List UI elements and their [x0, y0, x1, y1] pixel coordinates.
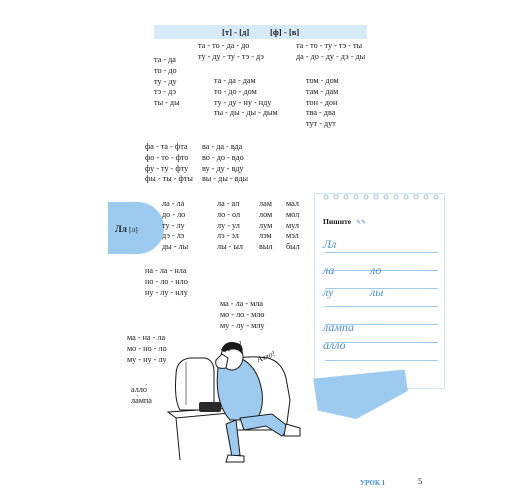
text-line: там - дам [306, 86, 339, 96]
text-line: лэ - эл [217, 231, 239, 241]
notebook-title-text: Пишите [323, 217, 352, 226]
text-line: та - то - да - до [198, 41, 250, 50]
script-la: ла [323, 263, 335, 277]
text-line: ту - ду [154, 76, 177, 86]
script-lu: лу [323, 285, 334, 299]
text-line: ну - лу - нлу [145, 287, 188, 297]
text-line: та - то - ту - тэ - ты [296, 41, 363, 50]
text-line: ма - на - ла [127, 333, 166, 342]
text-line: мол [286, 209, 300, 219]
text-line: выл [259, 242, 273, 252]
text-line: фа - та - фта [145, 142, 188, 151]
letter-l: Лл [115, 224, 127, 234]
text-line: лэм [259, 231, 272, 241]
text-line: фо - то - фто [145, 152, 189, 162]
text-line: на - ла - нла [145, 266, 187, 275]
text-line: ло - ол [217, 209, 241, 219]
text-line: лы - ыл [217, 242, 243, 252]
header-pair-td: [т] - [д] [222, 27, 250, 37]
text-line: лу - ул [217, 220, 240, 230]
text-line: ты - ды - ды - дым [214, 108, 278, 118]
text-line: фы - ты - фты [145, 174, 193, 184]
text-line: том - дом [306, 76, 339, 85]
text-line: во - до - вдо [202, 152, 244, 162]
text-line: до - ло [162, 209, 186, 219]
text-line: ву - ду - вду [202, 163, 244, 173]
notebook-title [323, 217, 366, 228]
word-lampa: ла́мпа [131, 395, 152, 405]
text-line: мо - но - ло [127, 343, 167, 353]
script-line-1: Лл [323, 237, 337, 251]
script-ly: лы [370, 285, 384, 299]
text-line: тут - дут [306, 119, 336, 129]
text-line: та - да - дам [214, 76, 256, 85]
text-line: ту - ду - ту - тэ - дэ [198, 51, 264, 61]
speech-allo-2: Алло! [255, 348, 277, 365]
text-line: мо - ло - мло [220, 309, 265, 319]
text-line: ма - ла - мла [220, 299, 264, 308]
text-line: тэ - дэ [154, 87, 177, 97]
script-lo: ло [370, 263, 382, 277]
text-line: да - до - ду - дэ - ды [296, 51, 366, 61]
text-line: мэл [286, 231, 299, 241]
page-number: 5 [418, 476, 423, 486]
lesson-label: УРОК 1 [360, 479, 386, 487]
text-line: му - ну - лу [127, 354, 167, 364]
speech-allo-1: Алло! [222, 338, 244, 355]
text-line: фу - ту - фту [145, 163, 189, 173]
text-line: то - до [154, 65, 177, 75]
text-line: му - лу - млу [220, 320, 265, 330]
script-lampa: лампа [323, 320, 355, 334]
text-line: мал [286, 199, 299, 208]
text-line: тон - дон [306, 97, 338, 107]
text-line: лам [259, 199, 272, 208]
script-allo: алло [323, 338, 346, 352]
text-line: ва - да - вда [202, 142, 243, 151]
text-line: дэ - лэ [162, 231, 185, 241]
text-line: лум [259, 220, 273, 230]
text-line: ты - ды [154, 98, 180, 108]
text-line: ды - лы [162, 242, 189, 252]
text-line: мул [286, 220, 300, 230]
text-line: лом [259, 209, 273, 219]
text-line: та - да [154, 55, 176, 64]
header-pair-fv: [ф] - [в] [270, 27, 300, 37]
text-line: тва - два [306, 108, 336, 118]
text-line: но - ло - нло [145, 276, 188, 286]
text-line: ла - ал [217, 199, 240, 208]
text-line: ту - лу [162, 220, 185, 230]
text-line: ту - ду - ну - нду [214, 97, 272, 107]
sound-l: [л] [129, 225, 138, 234]
text-line: вы - ды - вды [202, 174, 249, 184]
text-line: ла - ла [162, 199, 185, 208]
text-line: то - до - дом [214, 86, 257, 96]
pen-icon: ✎✎ [356, 220, 367, 226]
word-allo: алло́ [131, 385, 147, 394]
text-line: был [286, 242, 300, 252]
